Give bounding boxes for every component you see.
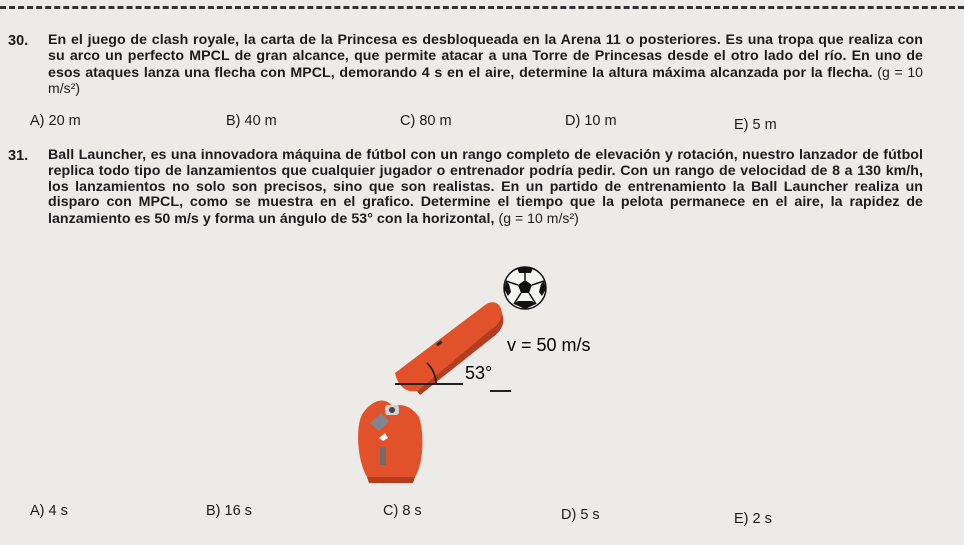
problem-text: En el juego de clash royale, la carta de la Princesa es desbloqueada en la Arena 11 o posteriores. Es una tropa que realiza con su arco un perfecto MPCL de gran alcance, que permite atacar a una Torre de Princesas desde el otro lado del río. En uno de esos ataques lanza una flecha con MPCL, demorando 4 s en el aire, determine la altura máxima alcanzada por la flecha. bbox=[48, 32, 923, 81]
option-b[interactable]: B) 40 m bbox=[226, 113, 277, 129]
answer-options bbox=[8, 503, 948, 527]
velocity-label: v = 50 m/s bbox=[507, 335, 591, 355]
problem-text: Ball Launcher, es una innovadora máquina de fútbol con un rango completo de elevación y rotación, nuestro lanzador de fútbol replica todo tipo de lanzamientos que cualquier jugador o entrenador podría pedir. Con un rango de velocidad de 8 a 130 km/h, los lanzamientos no solo son precisos, sino que son realistas. En un partido de entrenamiento la Ball Launcher realiza un disparo con MPCL, como se muestra en el grafico. Determine el tiempo que la pelota permanece en el aire, la rapidez de lanzamiento es 50 m/s y forma un ángulo de 53° con la horizontal, bbox=[48, 147, 923, 228]
problem-statement bbox=[48, 148, 923, 228]
option-a[interactable]: A) 20 m bbox=[30, 113, 81, 129]
option-b[interactable]: B) 16 s bbox=[206, 503, 252, 519]
option-e[interactable]: E) 5 m bbox=[734, 117, 777, 133]
problem-number: 30. bbox=[8, 33, 29, 49]
ball-launcher-figure bbox=[345, 255, 625, 490]
top-divider bbox=[0, 6, 964, 9]
option-d[interactable]: D) 10 m bbox=[565, 113, 617, 129]
option-a[interactable]: A) 4 s bbox=[30, 503, 68, 519]
option-c[interactable]: C) 8 s bbox=[383, 503, 422, 519]
angle-label: 53° bbox=[465, 363, 493, 383]
problem-number: 31. bbox=[8, 148, 29, 164]
answer-options bbox=[8, 113, 948, 133]
ball-launcher-drawing bbox=[345, 255, 625, 490]
option-e[interactable]: E) 2 s bbox=[734, 511, 772, 527]
problem-statement bbox=[48, 33, 923, 98]
option-c[interactable]: C) 80 m bbox=[400, 113, 452, 129]
soccer-ball-icon bbox=[504, 267, 546, 309]
option-d[interactable]: D) 5 s bbox=[561, 507, 600, 523]
gravity-formula: (g = 10 m/s²) bbox=[498, 210, 579, 227]
launcher-base bbox=[358, 400, 422, 483]
gravity-formula: (g = 10 m/s²) bbox=[48, 63, 923, 97]
